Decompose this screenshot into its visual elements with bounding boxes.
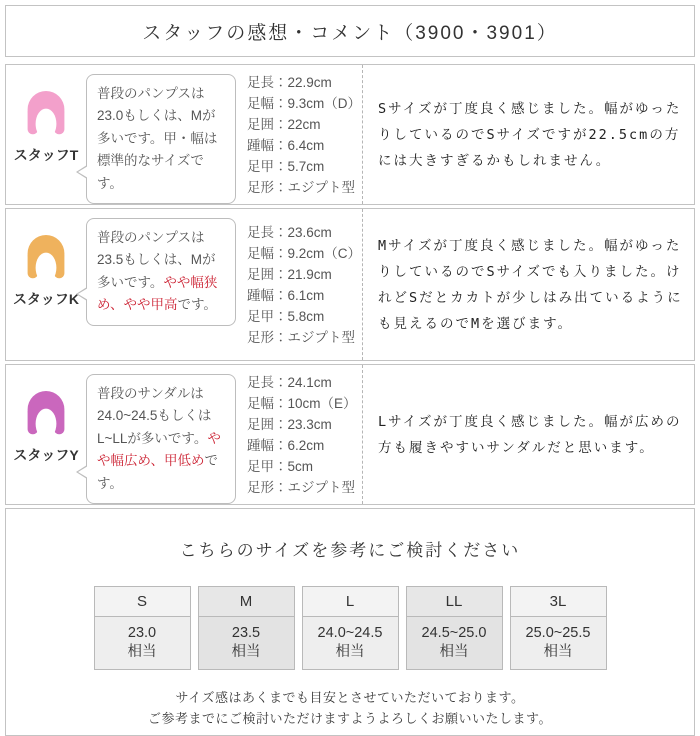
section-title-box xyxy=(5,5,695,57)
staff-comments-section xyxy=(5,0,695,736)
size-equiv: 25.0~25.5 xyxy=(525,624,591,641)
staff-name: スタッフK xyxy=(12,291,80,308)
measurement-line: 足長：23.6cm xyxy=(247,224,332,240)
bubble-text-red: やや幅広め、甲低め xyxy=(97,430,221,469)
speech-bubble xyxy=(86,74,236,204)
staff-comment-col xyxy=(362,65,694,204)
bubble-text: 普段のサンダルは24.0~24.5もしくはL~LLが多いです。 xyxy=(97,386,212,446)
page-title: スタッフの感想・コメント（3900・3901） xyxy=(142,22,558,44)
size-column-ll xyxy=(406,586,503,670)
size-column-s xyxy=(94,586,191,670)
measurement-line: 足囲：22cm xyxy=(247,116,321,132)
measurement-line: 足長：24.1cm xyxy=(247,374,332,390)
measurement-line: 足幅：9.2cm（C） xyxy=(247,245,362,261)
bob-hair-woman-icon xyxy=(22,86,70,144)
staff-profile-y xyxy=(6,365,86,504)
bob-hair-woman-icon xyxy=(22,386,70,444)
size-equiv: 23.5 xyxy=(231,624,261,641)
size-column-l xyxy=(302,586,399,670)
measurement-line: 足長：22.9cm xyxy=(247,74,332,90)
measurement-line: 足囲：23.3cm xyxy=(247,416,332,432)
speech-bubble-wrap xyxy=(86,209,236,360)
size-heading: こちらのサイズを参考にご検討ください xyxy=(179,541,521,561)
size-reference-box xyxy=(5,508,695,736)
measurement-line: 足甲：5.8cm xyxy=(247,308,325,324)
size-header: M xyxy=(199,587,294,617)
staff-avatar-t xyxy=(22,86,70,144)
staff-row-y xyxy=(5,364,695,505)
size-suffix: 相当 xyxy=(127,644,157,661)
staff-profile-k xyxy=(6,209,86,360)
size-equiv: 24.5~25.0 xyxy=(421,624,487,641)
size-suffix: 相当 xyxy=(439,644,469,661)
staff-row-t xyxy=(5,64,695,205)
bubble-text: 普段のパンプスは23.5もしくは、Mが多いです。 xyxy=(97,230,216,290)
foot-measurements xyxy=(236,365,362,504)
bubble-text: 普段のパンプスは23.0もしくは、Mが多いです。甲・幅は標準的なサイズです。 xyxy=(97,86,218,191)
measurement-line: 足形：エジプト型 xyxy=(247,479,355,495)
staff-comment: Mサイズが丁度良く感じました。幅がゆったりしているのでSサイズでも入りました。けれどSだとカカトが少しはみ出ているようにも見えるのでMを選びます。 xyxy=(378,237,683,332)
bubble-text-post: です。 xyxy=(177,297,217,313)
size-suffix: 相当 xyxy=(543,644,573,661)
measurement-line: 踵幅：6.2cm xyxy=(247,437,325,453)
size-equiv: 23.0 xyxy=(127,624,157,641)
measurement-line: 足形：エジプト型 xyxy=(247,329,355,345)
bubble-text-post: です。 xyxy=(97,453,218,491)
measurement-line: 足甲：5cm xyxy=(247,458,314,474)
speech-bubble-wrap xyxy=(86,365,236,504)
speech-bubble xyxy=(86,374,236,504)
size-value xyxy=(95,617,190,669)
bob-hair-woman-icon xyxy=(22,230,70,288)
staff-avatar-y xyxy=(22,386,70,444)
speech-bubble-wrap xyxy=(86,65,236,204)
size-note-line1: サイズ感はあくまでも目安とさせていただいております。 xyxy=(175,690,525,706)
staff-row-k xyxy=(5,208,695,361)
size-value xyxy=(199,617,294,669)
size-suffix: 相当 xyxy=(335,644,365,661)
measurement-line: 足幅：9.3cm（D） xyxy=(247,95,362,111)
measurement-line: 踵幅：6.1cm xyxy=(247,287,325,303)
size-note-line2: ご参考までにご検討いただけますようよろしくお願いいたします。 xyxy=(148,710,552,726)
speech-bubble xyxy=(86,218,236,326)
size-column-3l xyxy=(510,586,607,670)
staff-name: スタッフY xyxy=(13,447,79,464)
size-header: 3L xyxy=(511,587,606,617)
measurement-line: 踵幅：6.4cm xyxy=(247,137,325,153)
staff-name: スタッフT xyxy=(13,147,79,163)
size-column-m xyxy=(198,586,295,670)
staff-comment: Lサイズが丁度良く感じました。幅が広めの方も履きやすいサンダルだと思います。 xyxy=(378,413,682,456)
size-header: S xyxy=(95,587,190,617)
size-header: L xyxy=(303,587,398,617)
foot-measurements xyxy=(236,65,362,204)
staff-comment-col xyxy=(362,365,694,504)
size-table xyxy=(6,586,694,670)
size-value xyxy=(303,617,398,669)
bubble-text-red: やや幅狭め、やや甲高 xyxy=(97,274,218,313)
size-suffix: 相当 xyxy=(231,644,261,661)
staff-avatar-k xyxy=(22,230,70,288)
size-value xyxy=(407,617,502,669)
size-header: LL xyxy=(407,587,502,617)
size-equiv: 24.0~24.5 xyxy=(317,624,383,641)
size-value xyxy=(511,617,606,669)
staff-comment-col xyxy=(362,209,694,360)
measurement-line: 足甲：5.7cm xyxy=(247,158,325,174)
size-note xyxy=(6,688,694,730)
measurement-line: 足幅：10cm（E） xyxy=(247,395,357,411)
foot-measurements xyxy=(236,209,362,360)
staff-profile-t xyxy=(6,65,86,204)
staff-comment: Sサイズが丁度良く感じました。幅がゆったりしているのでSサイズですが22.5cmの方には大きすぎるかもしれません。 xyxy=(378,100,682,169)
measurement-line: 足形：エジプト型 xyxy=(247,179,355,195)
measurement-line: 足囲：21.9cm xyxy=(247,266,332,282)
